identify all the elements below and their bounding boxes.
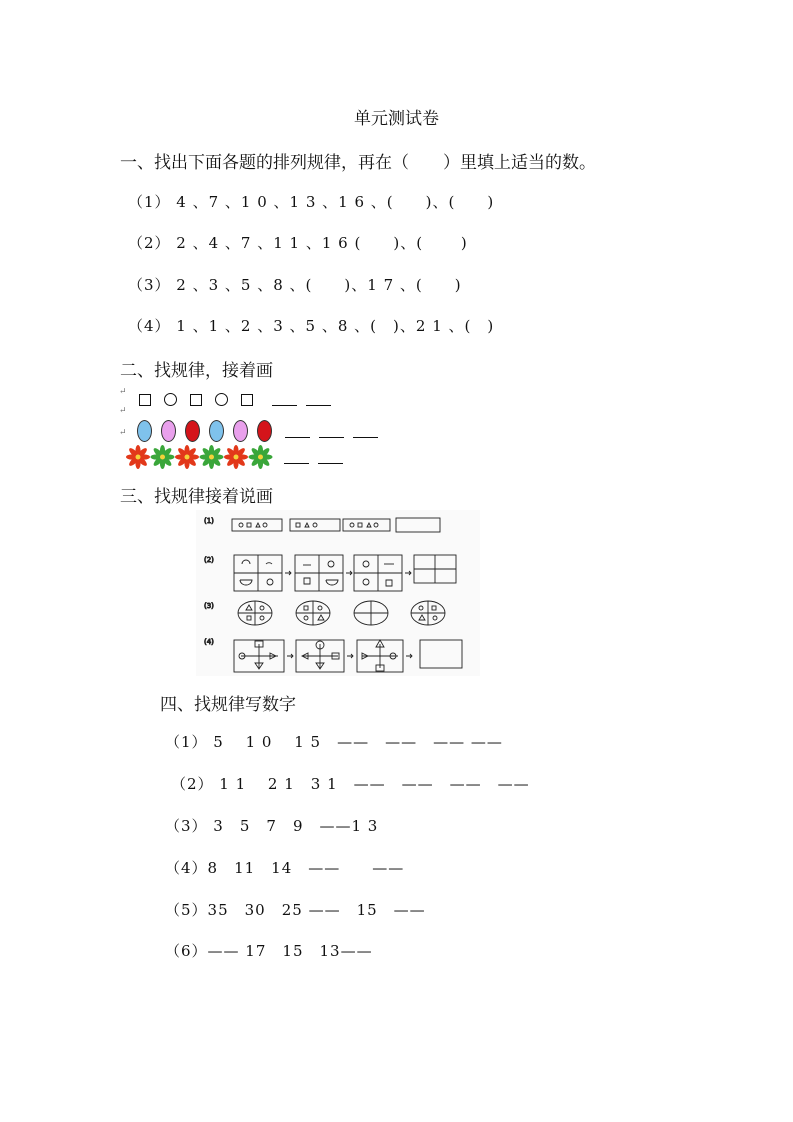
section4-item-5: （5）35 30 25 —— 15 —— xyxy=(165,901,426,919)
paragraph-mark: ↵ xyxy=(119,428,127,438)
flower-pattern-row xyxy=(126,444,352,470)
section2-heading: 二、找规律，接着画 xyxy=(120,361,273,381)
flower-icon xyxy=(151,445,175,469)
figure-number: (3) xyxy=(204,602,214,610)
flower-icon xyxy=(249,445,273,469)
section4-item-2: （2） 1 1 2 1 3 1 —— —— —— —— xyxy=(171,775,530,793)
egg-shape xyxy=(185,420,200,442)
section4-item-1: （1） 5 1 0 1 5 —— —— —— —— xyxy=(165,733,503,751)
paragraph-mark: ↵ xyxy=(119,406,127,416)
square-shape xyxy=(241,394,253,406)
flower-shapes xyxy=(126,444,276,470)
egg-shape xyxy=(161,420,176,442)
egg-shape xyxy=(137,420,152,442)
figure-number: (4) xyxy=(204,638,214,646)
section4-item-3: （3） 3 5 7 9 ——1 3 xyxy=(165,817,379,835)
egg-pattern-row xyxy=(137,420,387,442)
square-shape xyxy=(190,394,202,406)
section4-item-4: （4）8 11 14 —— —— xyxy=(165,859,405,877)
section1-item-1: （1） 4 、7 、1 0 、1 3 、1 6 、( )、( ) xyxy=(128,193,495,211)
answer-blank[interactable] xyxy=(353,425,378,438)
circle-shape xyxy=(215,393,228,406)
section4-item-6: （6）—— 17 15 13—— xyxy=(165,942,373,960)
section1-item-2: （2） 2 、4 、7 、1 1 、1 6 ( )、( ) xyxy=(128,234,468,252)
answer-blank[interactable] xyxy=(285,425,310,438)
flower-icon xyxy=(200,445,224,469)
egg-shape xyxy=(233,420,248,442)
answer-blank[interactable] xyxy=(272,393,297,406)
flower-icon xyxy=(175,445,199,469)
answer-blank[interactable] xyxy=(319,425,344,438)
section3-heading: 三、找规律接着说画 xyxy=(120,487,273,507)
circle-shape xyxy=(164,393,177,406)
flower-icon xyxy=(126,445,150,469)
paragraph-mark: ↵ xyxy=(119,387,127,397)
square-shape xyxy=(139,394,151,406)
answer-blank[interactable] xyxy=(318,451,343,464)
egg-shape xyxy=(209,420,224,442)
shape-pattern-row xyxy=(139,393,340,406)
answer-blank[interactable] xyxy=(306,393,331,406)
page-title: 单元测试卷 xyxy=(354,109,439,129)
answer-blank[interactable] xyxy=(284,451,309,464)
section4-heading: 四、找规律写数字 xyxy=(160,695,296,715)
section1-item-3: （3） 2 、3 、5 、8 、( )、1 7 、( ) xyxy=(128,276,462,294)
flower-icon xyxy=(224,445,248,469)
figure-number: (2) xyxy=(204,556,214,564)
pattern-figure-drawing xyxy=(196,510,480,676)
pattern-figure xyxy=(196,510,480,676)
figure-number: (1) xyxy=(204,517,214,525)
egg-shape xyxy=(257,420,272,442)
section1-item-4: （4） 1 、1 、2 、3 、5 、8 、( )、2 1 、( ) xyxy=(128,317,495,335)
section1-heading: 一、找出下面各题的排列规律，再在（ ）里填上适当的数。 xyxy=(120,153,596,173)
